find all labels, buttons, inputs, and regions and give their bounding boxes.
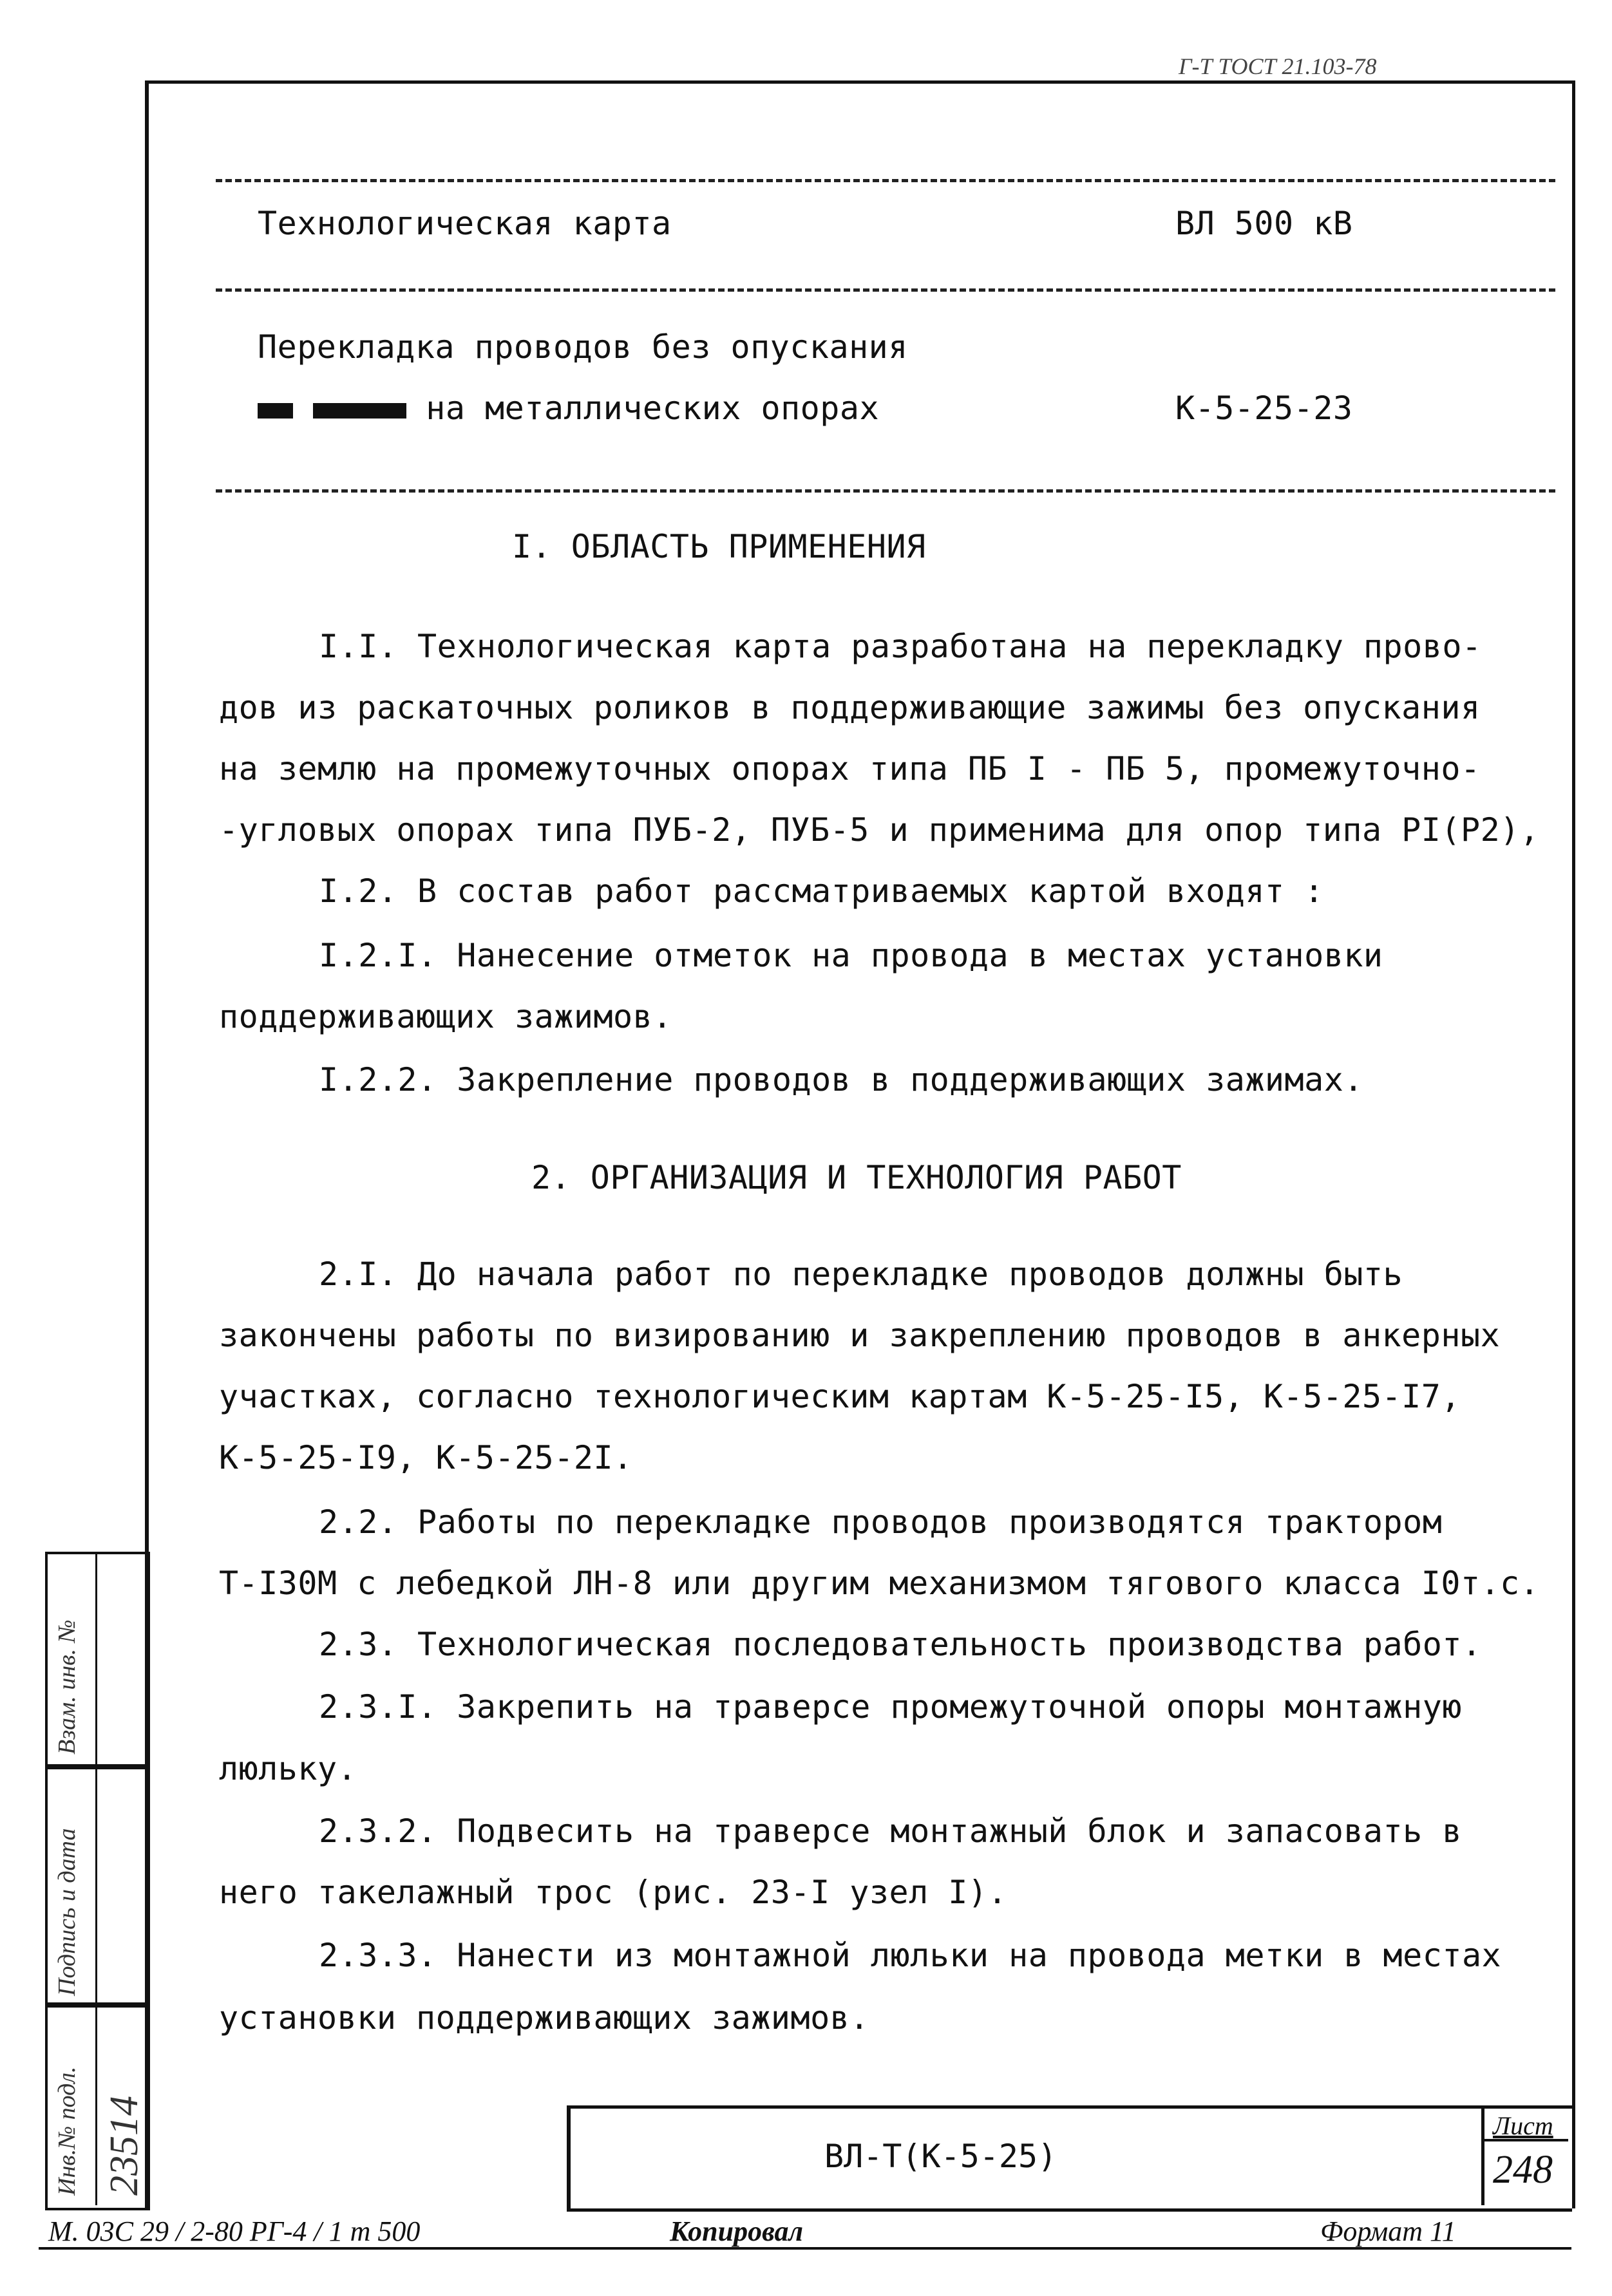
paragraph-line: дов из раскаточных роликов в поддерживающие зажимы без опускания xyxy=(219,689,1481,726)
section1-heading: I. ОБЛАСТЬ ПРИМЕНЕНИЯ xyxy=(512,528,926,565)
paragraph-line: I.2.2. Закрепление проводов в поддерживающих зажимах. xyxy=(319,1061,1363,1098)
paragraph-line: I.2. В состав работ рассматриваемых картой входят : xyxy=(319,872,1324,910)
redaction xyxy=(258,403,293,419)
dashed-divider xyxy=(216,489,1555,493)
paragraph-line: Т-I30М с лебедкой ЛН-8 или другим механизмом тягового класса I0т.с. xyxy=(219,1565,1540,1602)
paragraph-line: участках, согласно технологическим картам К-5-25-I5, К-5-25-I7, xyxy=(219,1378,1461,1415)
replace-label: Взам. инв. № xyxy=(53,1619,81,1755)
card-title: Технологическая карта xyxy=(258,205,672,242)
sheet-label: Лист xyxy=(1493,2111,1553,2140)
paragraph-line: 2.3.3. Нанести из монтажной люльки на провода метки в местах xyxy=(319,1937,1502,1974)
dashed-divider xyxy=(216,179,1555,182)
subject-text: на металлических опорах xyxy=(426,390,880,427)
paragraph-line: на землю на промежуточных опорах типа ПБ I - ПБ 5, промежуточно- xyxy=(219,750,1481,787)
paragraph-line: 2.2. Работы по перекладке проводов производятся трактором xyxy=(319,1503,1443,1541)
card-code: К-5-25-23 xyxy=(1175,390,1353,427)
format-label: Формат 11 xyxy=(1320,2216,1456,2247)
paragraph-line: закончены работы по визированию и закреплению проводов в анкерных xyxy=(219,1317,1501,1354)
paragraph-line: I.I. Технологическая карта разработана на перекладку прово- xyxy=(319,628,1482,665)
sign-label: Подпись и дата xyxy=(53,1828,81,1996)
paragraph-line: люльку. xyxy=(219,1750,357,1787)
paragraph-line: 2.3.I. Закрепить на траверсе промежуточной опоры монтажную xyxy=(319,1688,1462,1726)
inv-label: Инв.№ подл. xyxy=(53,2066,81,2196)
paragraph-line: К-5-25-I9, К-5-25-2I. xyxy=(219,1439,633,1476)
bottom-rule xyxy=(39,2247,1571,2250)
paragraph-line: него такелажный трос (рис. 23-I узел I). xyxy=(219,1874,1008,1911)
redaction xyxy=(313,403,406,419)
top-note: Г-Т ТОСТ 21.103-78 xyxy=(1179,53,1377,79)
dashed-divider xyxy=(216,288,1555,292)
order-number: М. 03С 29 / 2-80 РГ-4 / 1 т 500 xyxy=(48,2216,421,2247)
paragraph-line: I.2.I. Нанесение отметок на провода в местах установки xyxy=(319,937,1383,974)
paragraph-line: поддерживающих зажимов. xyxy=(219,998,672,1035)
doc-code: ВЛ-Т(К-5-25) xyxy=(824,2138,1057,2175)
sheet-number: 248 xyxy=(1493,2148,1553,2192)
paragraph-line: 2.3. Технологическая последовательность производства работ. xyxy=(319,1626,1482,1663)
side-divider xyxy=(95,1552,97,2205)
paragraph-line: -угловых опорах типа ПУБ-2, ПУБ-5 и применима для опор типа PI(P2), xyxy=(219,811,1540,849)
line-voltage: ВЛ 500 кВ xyxy=(1175,205,1353,242)
paragraph-line: 2.I. До начала работ по перекладке проводов должны быть xyxy=(319,1256,1403,1293)
paragraph-line: 2.3.2. Подвесить на траверсе монтажный блок и запасовать в xyxy=(319,1812,1462,1850)
subject-line1: Перекладка проводов без опускания xyxy=(258,328,908,366)
title-block xyxy=(567,2105,1572,2212)
copied-label: Копировал xyxy=(670,2216,804,2247)
subject-line2 xyxy=(258,390,879,427)
section2-heading: 2. ОРГАНИЗАЦИЯ И ТЕХНОЛОГИЯ РАБОТ xyxy=(531,1159,1182,1196)
inv-number: 23514 xyxy=(102,2096,146,2196)
paragraph-line: установки поддерживающих зажимов. xyxy=(219,1999,869,2037)
